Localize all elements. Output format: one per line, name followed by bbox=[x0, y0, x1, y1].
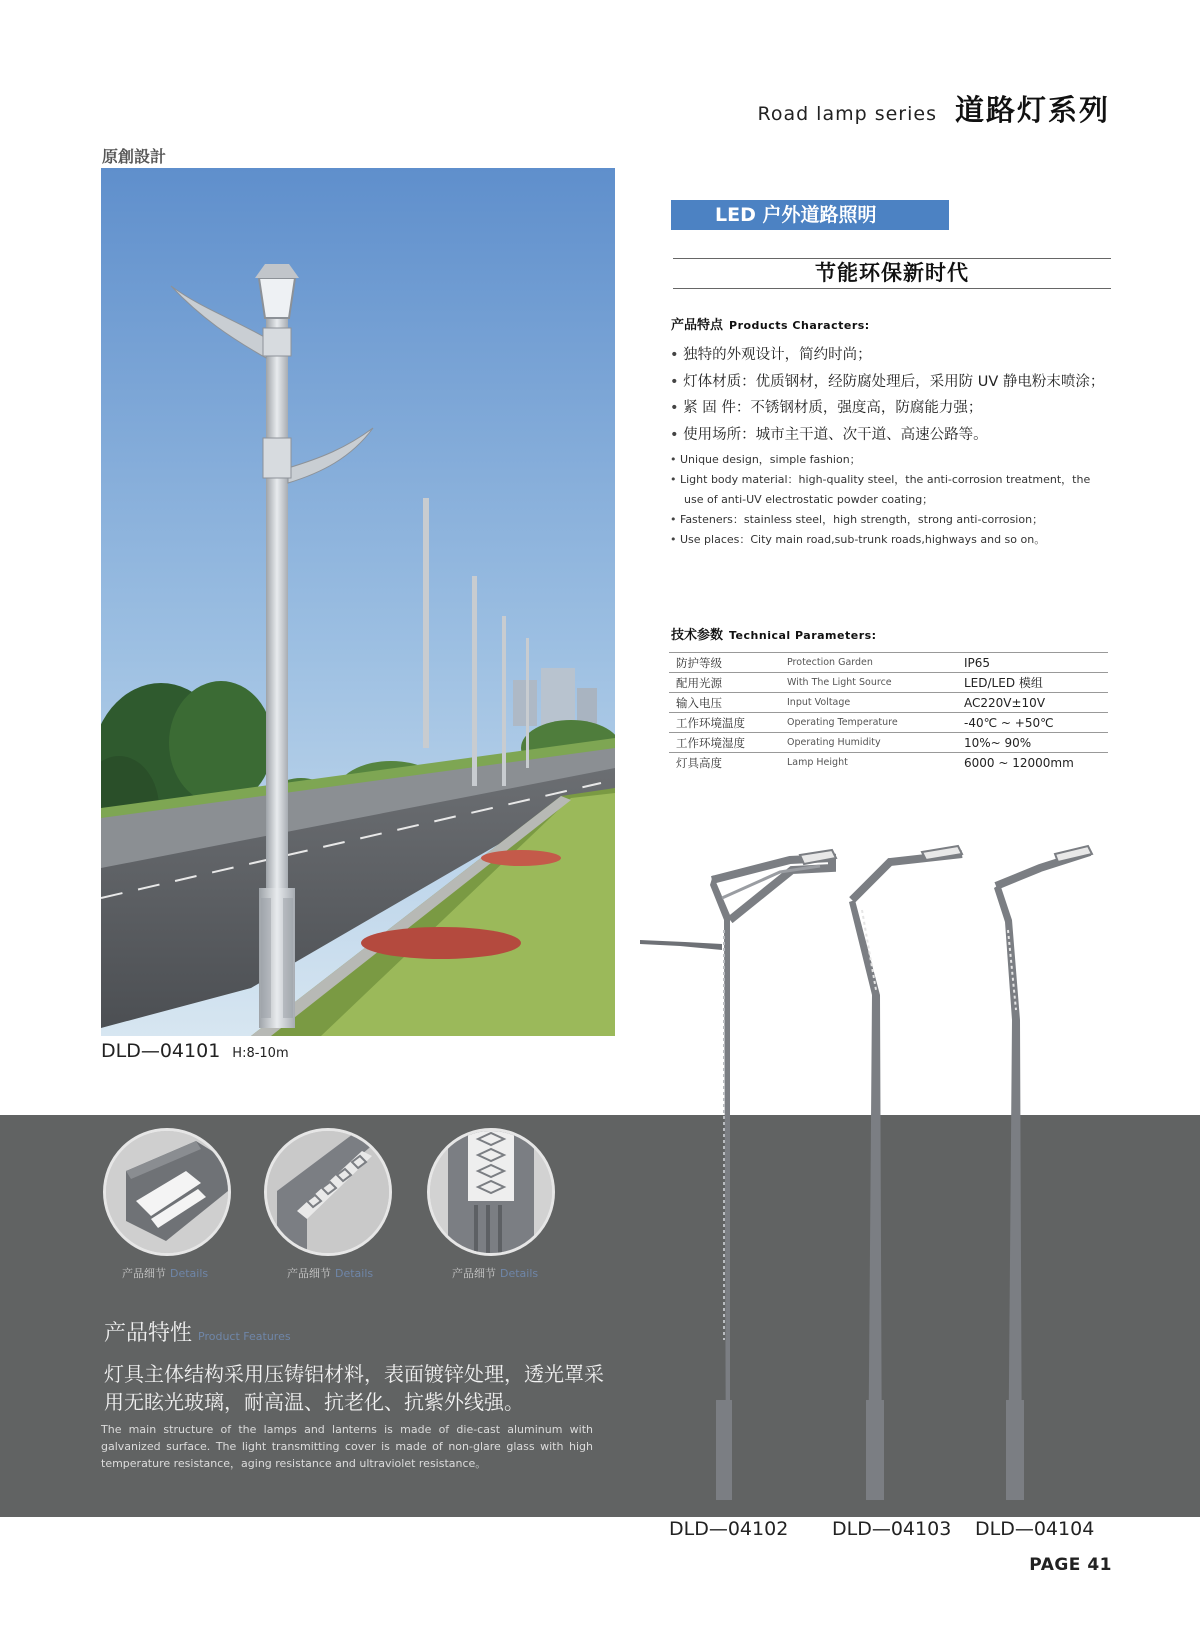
model-label-04102: DLD—04102 bbox=[669, 1518, 789, 1540]
detail-label-3 bbox=[452, 1265, 538, 1281]
table-row bbox=[669, 693, 1108, 713]
param-en: Operating Temperature bbox=[780, 713, 957, 733]
lamp-model-04103-drawing bbox=[849, 846, 962, 1500]
detail-label-cn: 产品细节 bbox=[287, 1267, 331, 1280]
properties-heading-cn: 产品特性 bbox=[104, 1321, 193, 1346]
lamp-model-04102-drawing bbox=[640, 850, 836, 1500]
street-scene-illustration bbox=[101, 168, 615, 1036]
feature-item-cn: • 使用场所：城市主干道、次干道、高速公路等。 bbox=[670, 422, 1130, 449]
series-title-cn: 道路灯系列 bbox=[954, 93, 1110, 127]
detail-label-2 bbox=[287, 1265, 373, 1281]
features-heading-cn: 产品特点 bbox=[671, 318, 724, 333]
feature-item-cn: • 灯体材质：优质钢材，经防腐处理后，采用防 UV 静电粉末喷涂； bbox=[670, 369, 1130, 396]
detail-label-cn: 产品细节 bbox=[452, 1267, 496, 1280]
arm-pattern-detail-illustration bbox=[267, 1131, 389, 1253]
lamp-head-detail-illustration bbox=[106, 1131, 228, 1253]
table-row bbox=[669, 653, 1108, 673]
param-value: IP65 bbox=[957, 653, 1108, 673]
properties-heading bbox=[104, 1316, 291, 1347]
feature-item-cn: • 独特的外观设计，简约时尚； bbox=[670, 342, 1130, 369]
table-row bbox=[669, 753, 1108, 773]
pole-pattern-detail-illustration bbox=[430, 1131, 552, 1253]
detail-image-lamp-head bbox=[103, 1128, 231, 1256]
param-value: 6000 ~ 12000mm bbox=[964, 755, 1074, 770]
properties-text-cn: 灯具主体结构采用压铸铝材料，表面镀锌处理，透光罩采用无眩光玻璃，耐高温、抗老化、抗紫外线强。 bbox=[104, 1362, 604, 1414]
param-value: AC220V±10V bbox=[957, 693, 1108, 713]
feature-item-cn: • 紧 固 件：不锈钢材质，强度高，防腐能力强； bbox=[670, 395, 1130, 422]
param-value: -40℃ ~ +50℃ bbox=[957, 713, 1108, 733]
params-heading-en: Technical Parameters: bbox=[729, 629, 877, 642]
original-design-label: 原創設計 bbox=[102, 147, 167, 166]
param-en: Protection Garden bbox=[780, 653, 957, 673]
detail-label-1 bbox=[122, 1265, 208, 1281]
page-number: PAGE 41 bbox=[1029, 1555, 1112, 1575]
params-heading-cn: 技术参数 bbox=[671, 628, 724, 643]
main-model-height: H:8-10m bbox=[232, 1046, 289, 1061]
features-list-cn bbox=[670, 342, 1130, 448]
param-cn: 灯具高度 bbox=[676, 755, 722, 770]
feature-item-en: • Light body material：high-quality steel，the anti-corrosion treatment，the use of anti-UV electrostatic powder coating； bbox=[670, 470, 1110, 510]
lamp-models-illustration bbox=[640, 840, 1100, 1510]
params-table bbox=[669, 652, 1108, 772]
param-cn: 输入电压 bbox=[669, 693, 780, 713]
detail-label-en: Details bbox=[500, 1267, 539, 1280]
properties-heading-en: Product Features bbox=[198, 1330, 291, 1343]
features-list-en bbox=[670, 450, 1110, 550]
features-heading bbox=[671, 314, 870, 333]
slogan: 节能环保新时代 bbox=[673, 258, 1111, 289]
detail-label-en: Details bbox=[335, 1267, 374, 1280]
param-en: Lamp Height bbox=[787, 757, 848, 768]
table-row bbox=[669, 713, 1108, 733]
param-en: Input Voltage bbox=[780, 693, 957, 713]
series-title-en: Road lamp series bbox=[757, 103, 937, 125]
detail-label-en: Details bbox=[170, 1267, 209, 1280]
table-row bbox=[669, 673, 1108, 693]
feature-item-en: • Fasteners：stainless steel，high strength，strong anti-corrosion； bbox=[670, 510, 1110, 530]
detail-label-cn: 产品细节 bbox=[122, 1267, 166, 1280]
param-en: Operating Humidity bbox=[780, 733, 957, 753]
properties-text-en: The main structure of the lamps and lanterns is made of die-cast aluminum with galvanized surface. The light transmitting cover is made of non-glare glass with high temperature resistance，aging resistance and ultraviolet resistance。 bbox=[101, 1423, 593, 1470]
param-cn: 配用光源 bbox=[669, 673, 780, 693]
main-model-number: DLD—04101 bbox=[101, 1040, 221, 1062]
features-heading-en: Products Characters: bbox=[729, 319, 870, 332]
table-row bbox=[669, 733, 1108, 753]
main-product-caption bbox=[101, 1040, 289, 1062]
feature-item-en: • Unique design，simple fashion； bbox=[670, 450, 1110, 470]
main-product-photo bbox=[101, 168, 615, 1036]
param-en: With The Light Source bbox=[780, 673, 957, 693]
led-banner: LED 户外道路照明 bbox=[671, 200, 949, 230]
model-label-04104: DLD—04104 bbox=[975, 1518, 1095, 1540]
params-heading bbox=[671, 624, 877, 643]
lamp-model-04104-drawing bbox=[994, 846, 1092, 1500]
model-label-04103: DLD—04103 bbox=[832, 1518, 952, 1540]
param-value: 10%~ 90% bbox=[957, 733, 1108, 753]
feature-item-en: • Use places：City main road,sub-trunk roads,highways and so on。 bbox=[670, 530, 1110, 550]
param-cn: 工作环境温度 bbox=[669, 713, 780, 733]
detail-image-pole-pattern bbox=[427, 1128, 555, 1256]
series-title bbox=[757, 88, 1110, 129]
param-cn: 工作环境湿度 bbox=[669, 733, 780, 753]
param-value: LED/LED 模组 bbox=[957, 673, 1108, 693]
detail-image-arm-pattern bbox=[264, 1128, 392, 1256]
param-cn: 防护等级 bbox=[669, 653, 780, 673]
